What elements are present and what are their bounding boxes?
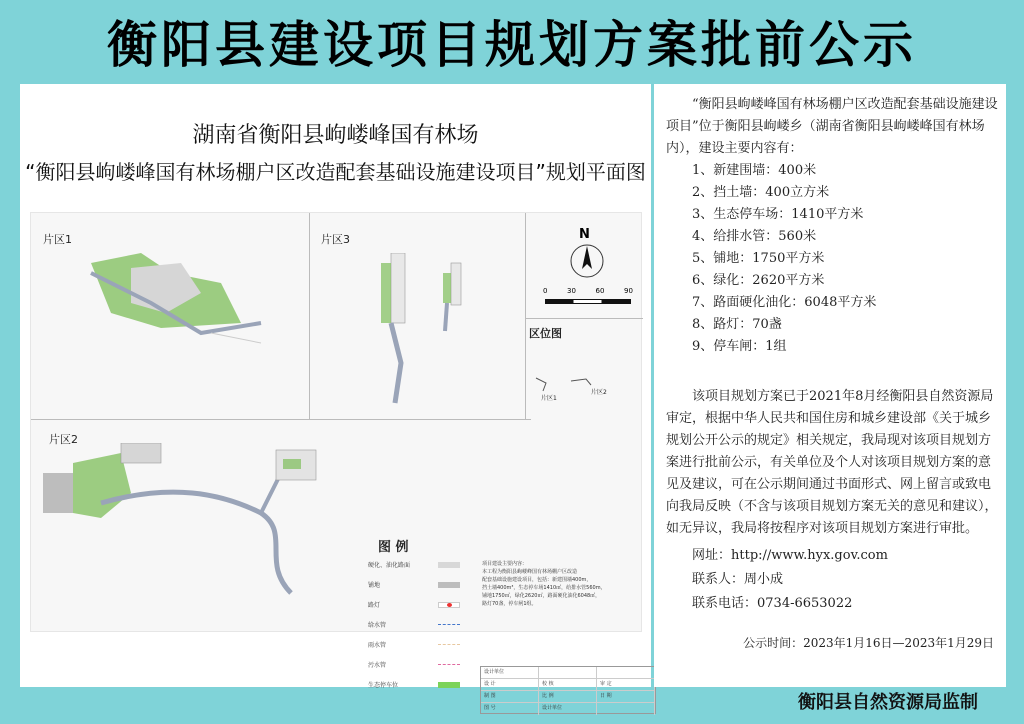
note-line: 项目建设主要内容： — [482, 561, 528, 567]
list-item: 5、铺地：1750平方米 — [692, 251, 825, 266]
scale-labels — [543, 287, 633, 295]
location-zone-1: 片区1 — [541, 395, 557, 402]
legend-title: 图 例 — [378, 540, 409, 555]
zone-label-2: 片区2 — [49, 433, 78, 446]
title-block-cell: 设计单位 — [481, 667, 539, 678]
zone-3-site-sketch — [361, 253, 481, 413]
title-block-cell: 校 核 — [539, 679, 597, 690]
title-block-cell: 审 定 — [597, 679, 655, 690]
issuer-signature: 衡阳县自然资源局监制 — [798, 692, 978, 713]
location-zone-2: 片区2 — [591, 389, 607, 396]
legend-row — [368, 660, 468, 669]
title-block-cell: 日 期 — [597, 691, 655, 702]
scale-tick: 90 — [624, 287, 633, 295]
plan-panel — [20, 84, 651, 711]
title-block-cell: 设 计 — [481, 679, 539, 690]
zone-1-site-sketch — [71, 243, 271, 353]
list-item: 9、停车闸：1组 — [692, 339, 787, 354]
website-link[interactable]: 网址：http://www.hyx.gov.com — [692, 548, 888, 563]
legend-label: 污水管 — [368, 662, 387, 669]
legend-swatch — [438, 602, 460, 608]
banner — [0, 0, 1024, 82]
legend-swatch — [438, 664, 460, 665]
list-item: 7、路面硬化油化：6048平方米 — [692, 295, 877, 310]
note-line: 路灯70盏，停车闸1组。 — [482, 601, 537, 607]
title-block-cell: 设计单位 — [539, 703, 597, 715]
list-item: 6、绿化：2620平方米 — [692, 273, 825, 288]
legend-label: 给水管 — [368, 622, 387, 629]
legend-row — [368, 600, 468, 609]
legend-swatch — [438, 682, 460, 688]
plan-title-primary: 湖南省衡阳县岣嵝峰国有林场 — [192, 123, 479, 148]
note-line: 本工程为衡阳县岣嵝峰国有林场棚户区改造 — [482, 569, 578, 575]
legend-label: 铺地 — [368, 582, 381, 589]
location-map-label: 区位图 — [529, 327, 562, 340]
scale-tick: 0 — [543, 287, 548, 295]
title-block-cell — [597, 667, 655, 678]
title-block-cell — [597, 703, 655, 715]
contact-phone: 联系电话：0734-6653022 — [692, 596, 853, 611]
legend-row — [368, 580, 468, 589]
note-line: 配套基础设施建设项目，包括：新建围墙400m， — [482, 577, 592, 583]
banner-title: 衡阳县建设项目规划方案批前公示 — [107, 16, 917, 74]
north-arrow-icon — [569, 243, 605, 279]
approval-statement: 该项目规划方案已于2021年8月经衡阳县自然资源局审定，根据中华人民共和国住房和城乡建设部《关于城乡规划公开公示的规定》相关规定，我局现对该项目规划方案进行批前公示，有关单位及个人对该项目规划方案的意见及建议，可在公示期间通过书面形式、网上留言或致电向我局反映（不含与该项目规划方案无关的意见和建议），如无异议，我局将按程序对该项目规划方案进行审批。 — [666, 389, 998, 536]
zone-label-1: 片区1 — [43, 233, 72, 246]
divider — [525, 318, 643, 319]
list-item: 8、路灯：70盏 — [692, 317, 782, 332]
divider — [525, 213, 526, 419]
title-block-cell: 制 图 — [481, 691, 539, 702]
list-item: 4、给排水管：560米 — [692, 229, 817, 244]
scale-tick: 60 — [595, 287, 605, 295]
contact-info — [666, 544, 998, 616]
legend-row — [368, 620, 468, 629]
project-notes — [482, 560, 642, 608]
list-item: 1、新建围墙：400米 — [692, 163, 817, 178]
legend-label: 硬化、油化路面 — [368, 562, 411, 569]
scale-tick: 30 — [567, 287, 576, 295]
construction-items-list — [666, 160, 998, 358]
legend-row — [368, 640, 468, 649]
legend-row — [368, 560, 468, 569]
plan-title-secondary: “衡阳县岣嵝峰国有林场棚户区改造配套基础设施建设项目”规划平面图 — [25, 160, 646, 184]
legend-swatch — [438, 562, 460, 568]
scale-bar — [545, 299, 631, 304]
legend-label: 生态停车位 — [368, 682, 399, 689]
zone-label-3: 片区3 — [321, 233, 350, 246]
note-line: 挡土墙400m³，生态停车场1410㎡，给排水管560m， — [482, 585, 606, 591]
title-block-cell — [539, 667, 597, 678]
legend-swatch — [438, 624, 460, 625]
north-label: N — [579, 227, 590, 242]
notice-panel — [654, 84, 1006, 687]
notice-intro: “衡阳县岣嵝峰国有林场棚户区改造配套基础设施建设项目”位于衡阳县岣嵝乡（湖南省衡阳县岣嵝峰国有林场内），建设主要内容有： — [666, 97, 998, 156]
note-line: 铺地1750㎡，绿化2620㎡，路面硬化油化6048㎡， — [482, 593, 601, 599]
title-block-cell: 比 例 — [539, 691, 597, 702]
legend-row — [368, 680, 468, 689]
legend-swatch — [438, 582, 460, 588]
drawing-title-block — [480, 666, 656, 714]
divider — [31, 419, 531, 420]
zone-2-building-sketch — [271, 445, 331, 495]
list-item: 2、挡土墙：400立方米 — [692, 185, 830, 200]
legend-label: 路灯 — [368, 602, 381, 609]
divider — [309, 213, 310, 419]
contact-person: 联系人：周小成 — [692, 572, 784, 587]
list-item: 3、生态停车场：1410平方米 — [692, 207, 864, 222]
legend-label: 雨水管 — [368, 642, 387, 649]
legend-swatch — [438, 644, 460, 645]
publicity-period: 公示时间：2023年1月16日—2023年1月29日 — [743, 636, 994, 650]
title-block-cell: 图 号 — [481, 703, 539, 715]
